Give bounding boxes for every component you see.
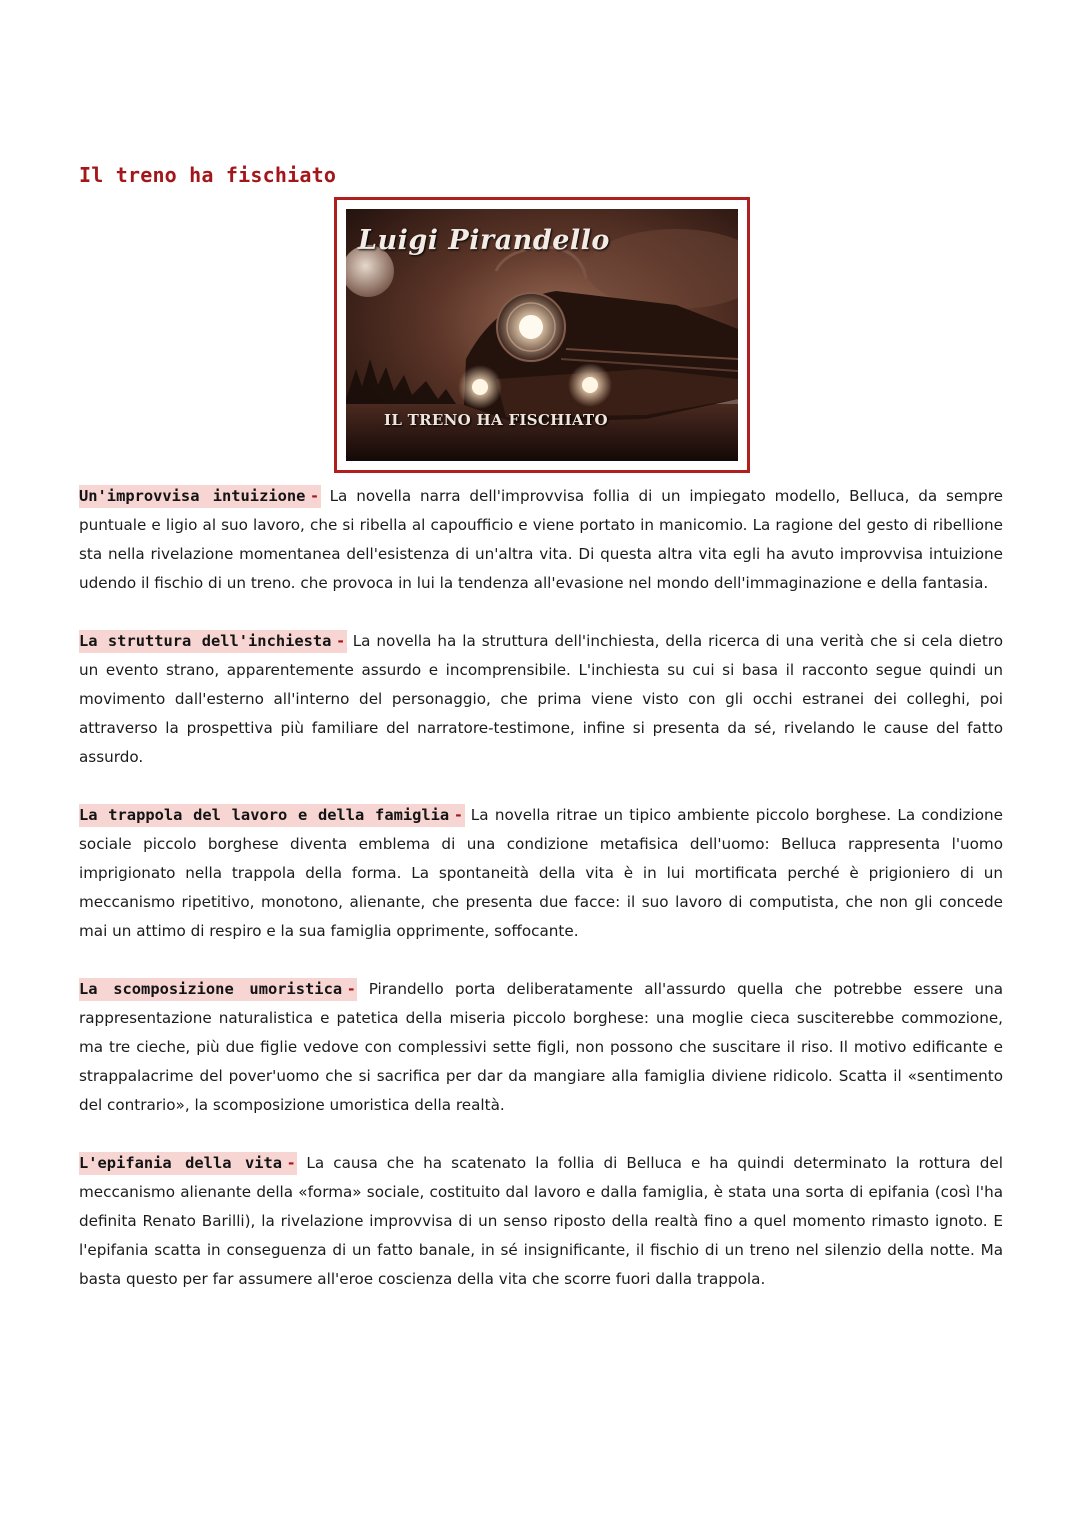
cover-image [346, 209, 738, 461]
cover-image-frame [334, 197, 750, 473]
section-heading: La trappola del lavoro e della famiglia [79, 804, 451, 827]
section-text: La novella narra dell'improvvisa follia di un impiegato modello, Belluca, da sempre puntuale e ligio al suo lavoro, che si ribella al capoufficio e viene portato in manicomio. La ragione del gesto di ribellione sta nella rivelazione momentanea dell'esistenza di un'altra vita. Di questa altra vita egli ha avuto improvvisa intuizione udendo il fischio di un treno. che provoca in lui la tendenza all'evasione nel mondo dell'immaginazione e della fantasia. [79, 487, 1003, 592]
section-trappola-lavoro-famiglia [79, 801, 1003, 946]
sections-container [79, 482, 1003, 1323]
section-text: La novella ha la struttura dell'inchiesta, della ricerca di una verità che si cela dietro un evento strano, apparentemente assurdo e incomprensibile. L'inchiesta su cui si basa il racconto segue quindi un movimento dall'esterno all'interno del personaggio, che prima viene visto con gli occhi estranei dei colleghi, poi attraverso la prospettiva più familiare del narratore-testimone, infine si presenta da sé, rivelando le cause del fatto assurdo. [79, 632, 1003, 766]
section-epifania-vita [79, 1149, 1003, 1294]
section-text: La causa che ha scatenato la follia di Belluca e ha quindi determinato la rottura del meccanismo alienante della «forma» sociale, costituito dal lavoro e dalla famiglia, è stata una sorta di epifania (così l'ha definita Renato Barilli), la rivelazione improvvisa di un senso riposto della realtà fino a quel momento rimasto ignoto. E l'epifania scatta in conseguenza di un fatto banale, in sé insignificante, il fischio di un treno nel silenzio della notte. Ma basta questo per far assumere all'eroe coscienza della vita che scorre fuori dalla trappola. [79, 1154, 1004, 1288]
section-text: La novella ritrae un tipico ambiente piccolo borghese. La condizione sociale piccolo borghese diventa emblema di una condizione metafisica dell'uomo: Belluca rappresenta l'uomo imprigionato nella trappola della forma. La spontaneità della vita è in lui mortificata perché è prigioniero di un meccanismo ripetitivo, monotono, alienante, che presenta due facce: il suo lavoro di computista, che non gli concede mai un attimo di respiro e la sua famiglia opprimente, soffocante. [79, 806, 1004, 940]
section-separator: - [451, 804, 464, 827]
section-improvvisa-intuizione [79, 482, 1003, 598]
section-scomposizione-umoristica [79, 975, 1003, 1120]
section-separator: - [307, 485, 320, 508]
section-struttura-inchiesta [79, 627, 1003, 772]
page-title: Il treno ha fischiato [79, 163, 337, 187]
section-separator: - [333, 630, 346, 653]
section-heading: La struttura dell'inchiesta [79, 630, 333, 653]
section-heading: L'epifania della vita [79, 1152, 284, 1175]
section-heading: Un'improvvisa intuizione [79, 485, 307, 508]
cover-title-text: IL TRENO HA FISCHIATO [384, 411, 608, 429]
section-text: Pirandello porta deliberatamente all'assurdo quella che potrebbe essere una rappresentazione naturalistica e patetica della miseria piccolo borghese: una moglie cieca susciterebbe commozione, ma tre cieche, più due figlie vedove con complessivi sette figli, non possono che suscitare il riso. Il motivo edificante e strappalacrime del pover'uomo che si sacrifica per dar da mangiare alla famiglia diviene ridicolo. Scatta il «sentimento del contrario», la scomposizione umoristica della realtà. [79, 980, 1004, 1114]
section-separator: - [344, 978, 357, 1001]
section-heading: La scomposizione umoristica [79, 978, 344, 1001]
section-separator: - [284, 1152, 297, 1175]
cover-author-text: Luigi Pirandello [358, 225, 610, 256]
